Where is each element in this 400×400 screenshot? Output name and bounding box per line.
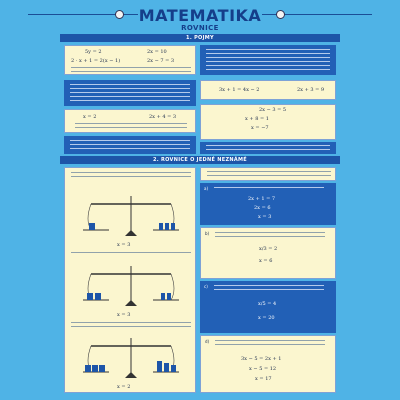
eq-mid2: 2x + 3 = 9 [297,87,325,93]
eq-left1: 5y = 2 [85,49,102,55]
page-subtitle: ROVNICE [181,24,219,32]
step-b-lines [215,232,325,240]
eq-e2: x = 20 [258,315,275,321]
eq-d2: x = 6 [259,258,273,264]
eq-right2: 2x = 10 [147,49,167,55]
step-c-lines [214,285,324,293]
eq-f1: 3x − 5 = 2x + 1 [241,356,282,362]
eq-b2: x + 8 = 1 [245,116,269,122]
balances-bottom-lines [71,322,191,330]
section-header-1: 1. POJMY [60,34,340,42]
panel-pojmy-note [64,136,196,154]
panel-text-lines [71,67,191,75]
note-text-lines [70,140,190,152]
balance-scale-1 [81,190,181,242]
panel-pojmy-examples [64,45,196,75]
pojmy-text-lines [70,84,190,104]
eq-left3: x = 2 [83,114,97,120]
eq-mid1: 3x + 1 = 4x − 2 [219,87,260,93]
note2-text-lines [206,145,330,153]
step-d-lines [215,340,325,348]
eq-e1: x/5 = 4 [258,301,277,307]
balance-label-1: x = 3 [117,242,131,248]
panel-step-a [200,183,336,225]
step-a-marker: a) [204,186,209,191]
eq-b1: 2x − 3 = 5 [259,107,287,113]
panel-pojmy-examples-2 [64,109,196,133]
eq-d1: x/3 = 2 [259,246,278,252]
eq-c3: x = 3 [258,214,272,220]
panel-pojmy-eq [200,80,336,100]
step-a-lines [214,187,324,191]
eq-g1: x = 17 [255,376,272,382]
step-d-marker: d) [205,339,210,344]
panel-text-lines-2 [75,123,187,131]
eq-left2: 2 · x + 1 = 2(x − 1) [71,58,121,64]
balances-intro-lines [71,172,191,180]
panel-pojmy-definition [200,45,336,75]
balance-label-2: x = 3 [117,312,131,318]
eq-right1: 2x − 7 = 3 [147,58,175,64]
panel-pojmy-solution [200,104,336,140]
panel-step-c [200,281,336,333]
panel-step-d [200,335,336,393]
eq-c2: 2x = 6 [254,205,271,211]
step-c-marker: c) [204,284,208,289]
panel-pojmy-note-2 [200,142,336,154]
panel-pojmy-text [64,80,196,106]
balance-scale-2 [81,260,181,312]
section-header-2: 2. ROVNICE O JEDNÉ NEZNÁMÉ [60,156,340,164]
eq-left4: 2x + 4 = 3 [149,114,177,120]
eq-g2: x − 5 = 12 [249,366,277,372]
solve-intro-lines [207,171,331,179]
eq-c1: 2x + 1 = 7 [248,196,276,202]
step-b-marker: b) [205,231,210,236]
balances-mid-lines [71,252,191,256]
balance-label-3: x = 2 [117,384,131,390]
page-title: MATEMATIKA [138,6,262,25]
panel-step-b [200,227,336,279]
definition-text-lines [206,49,330,73]
balance-scale-3 [81,332,181,384]
panel-solve-intro [200,167,336,181]
panel-balances [64,167,196,393]
eq-b3: x = −7 [251,125,269,131]
